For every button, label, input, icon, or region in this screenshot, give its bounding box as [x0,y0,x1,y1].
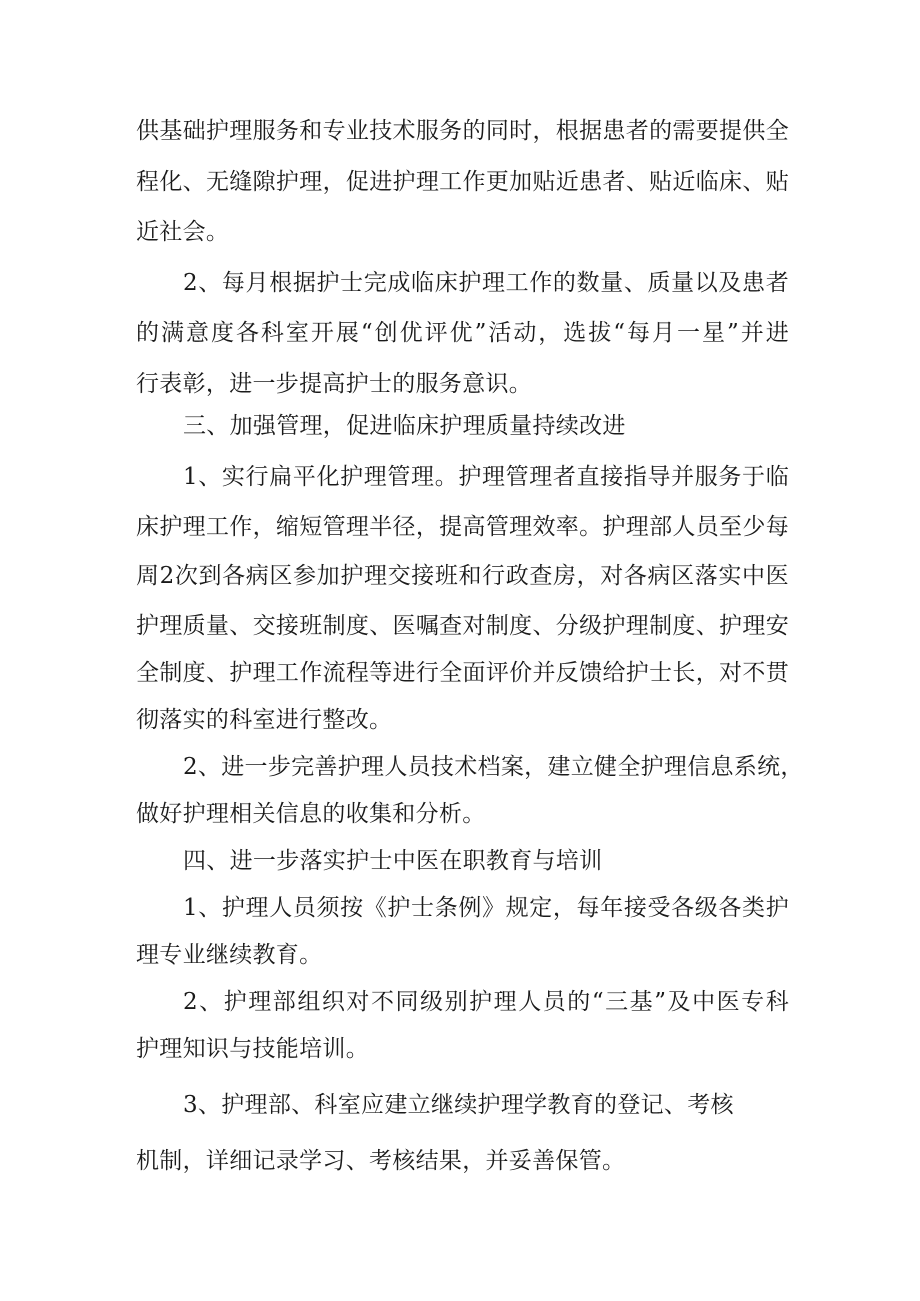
paragraph-line: 2、进一步完善护理人员技术档案，建立健全护理信息系统， [183,754,804,780]
paragraph-line: 程化、无缝隙护理，促进护理工作更加贴近患者、贴近临床、贴 [136,169,789,195]
paragraph-line: 2、护理部组织对不同级别护理人员的“三基”及中医专科 [183,989,789,1015]
paragraph-line: 彻落实的科室进行整改。 [136,707,393,733]
paragraph-line: 近社会。 [136,219,230,245]
paragraph-line: 做好护理相关信息的收集和分析。 [136,801,486,827]
paragraph-line: 2、每月根据护士完成临床护理工作的数量、质量以及患者 [183,270,789,296]
paragraph-line: 机制，详细记录学习、考核结果，并妥善保管。 [136,1148,626,1174]
paragraph-line: 供基础护理服务和专业技术服务的同时，根据患者的需要提供全 [136,118,789,144]
paragraph-line: 理专业继续教育。 [136,942,323,968]
paragraph-line: 1、实行扁平化护理管理。护理管理者直接指导并服务于临 [183,464,789,490]
section-heading: 四、进一步落实护士中医在职教育与培训 [183,848,603,874]
paragraph-line: 床护理工作，缩短管理半径，提高管理效率。护理部人员至少每 [136,514,789,540]
section-heading: 三、加强管理，促进临床护理质量持续改进 [183,413,626,439]
paragraph-line: 3、护理部、科室应建立继续护理学教育的登记、考核 [183,1092,734,1118]
paragraph-line: 1、护理人员须按《护士条例》规定，每年接受各级各类护 [183,895,789,921]
paragraph-line: 全制度、护理工作流程等进行全面评价并反馈给护士长，对不贯 [136,660,789,686]
paragraph-line: 护理质量、交接班制度、医嘱查对制度、分级护理制度、护理安 [136,613,789,639]
paragraph-line: 的满意度各科室开展“创优评优”活动，选拔“每月一星”并进 [136,320,789,346]
paragraph-line: 周2次到各病区参加护理交接班和行政查房，对各病区落实中医 [136,563,789,589]
paragraph-line: 护理知识与技能培训。 [136,1036,369,1062]
paragraph-line: 行表彰，进一步提高护士的服务意识。 [136,371,533,397]
